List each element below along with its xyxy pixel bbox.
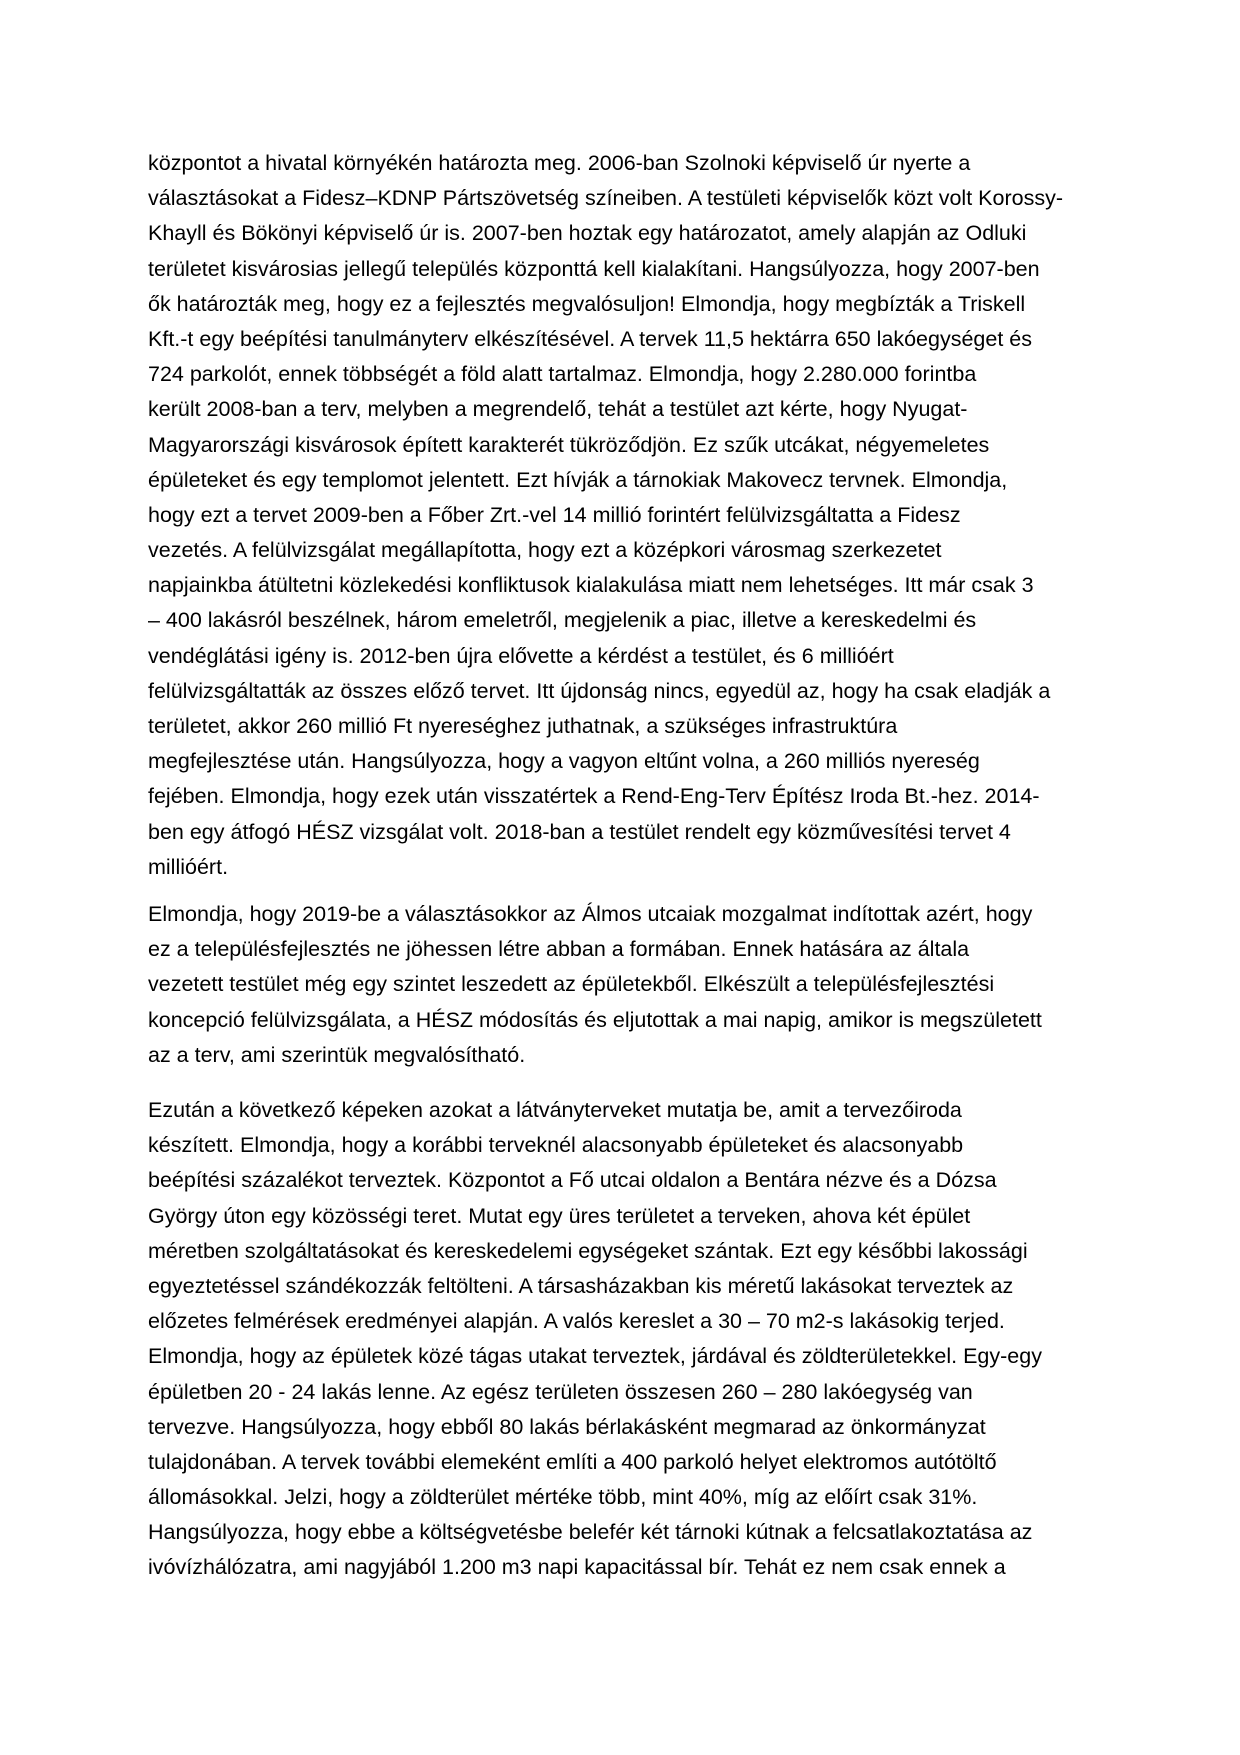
text-line: épületeket és egy templomot jelentett. Ezt hívják a tárnokiak Makovecz tervnek. Elmondja, — [148, 467, 1008, 492]
text-line: koncepció felülvizsgálata, a HÉSZ módosítás és eljutottak a mai napig, amikor is megszületett — [148, 1007, 1042, 1032]
text-line: – 400 lakásról beszélnek, három emeletről, megjelenik a piac, illetve a kereskedelmi és — [148, 608, 977, 633]
text-line: ez a településfejlesztés ne jöhessen létre abban a formában. Ennek hatására az általa — [148, 937, 970, 962]
text-line: Elmondja, hogy az épületek közé tágas utakat terveztek, járdával és zöldterületekkel. Egy-egy — [148, 1344, 1042, 1369]
text-line: ivóvízhálózatra, ami nagyjából 1.200 m3 napi kapacitással bír. Tehát ez nem csak ennek a — [148, 1555, 1006, 1580]
text-line: tervezve. Hangsúlyozza, hogy ebből 80 lakás bérlakásként megmarad az önkormányzat — [148, 1414, 986, 1439]
text-line: az a terv, ami szerintük megvalósítható. — [148, 1042, 526, 1067]
text-line: vezetés. A felülvizsgálat megállapította, hogy ezt a középkori városmag szerkezetet — [148, 538, 942, 563]
text-line: Hangsúlyozza, hogy ebbe a költségvetésbe belefér két tárnoki kútnak a felcsatlakoztatása az — [148, 1520, 1033, 1545]
paragraph-3 — [148, 1093, 1093, 1586]
text-line: Elmondja, hogy 2019-be a választásokkor az Álmos utcaiak mozgalmat indítottak azért, hogy — [148, 902, 1033, 926]
text-line: épületben 20 - 24 lakás lenne. Az egész területen összesen 260 – 280 lakóegység van — [148, 1379, 973, 1404]
text-line: állomásokkal. Jelzi, hogy a zöldterület mértéke több, mint 40%, míg az előírt csak 31%. — [148, 1485, 978, 1510]
text-line: megfejlesztése után. Hangsúlyozza, hogy a vagyon eltűnt volna, a 260 milliós nyereség — [148, 749, 980, 774]
text-line: felülvizsgáltatták az összes előző tervet. Itt újdonság nincs, egyedül az, hogy ha csak eladják a — [148, 678, 1051, 703]
text-line: választásokat a Fidesz–KDNP Pártszövetség színeiben. A testületi képviselők közt volt Korossy- — [148, 186, 1063, 211]
text-line: hogy ezt a tervet 2009-ben a Főber Zrt.-vel 14 millió forintért felülvizsgáltatta a Fidesz — [148, 502, 961, 527]
text-line: millióért. — [148, 854, 229, 879]
paragraph-2 — [148, 897, 1093, 1073]
text-line: területet kisvárosias jellegű település központtá kell kialakítani. Hangsúlyozza, hogy 2007-ben — [148, 256, 1040, 281]
text-line: fejében. Elmondja, hogy ezek után visszatértek a Rend-Eng-Terv Építész Iroda Bt.-hez. 2014- — [148, 784, 1040, 809]
text-line: tulajdonában. A tervek további elemeként említi a 400 parkoló helyet elektromos autótöltő — [148, 1449, 997, 1474]
text-line: vendéglátási igény is. 2012-ben újra elővette a kérdést a testület, és 6 millióért — [148, 643, 894, 668]
text-line: vezetett testület még egy szintet leszedett az épületekből. Elkészült a településfejlesztési — [148, 972, 995, 997]
text-line: egyeztetéssel szándékozzák feltölteni. A társasházakban kis méretű lakásokat terveztek az — [148, 1273, 1014, 1298]
text-line: beépítési százalékot terveztek. Központot a Fő utcai oldalon a Bentára nézve és a Dózsa — [148, 1168, 997, 1193]
text-line: György úton egy közösségi teret. Mutat egy üres területet a terveken, ahova két épület — [148, 1203, 971, 1228]
text-line: 724 parkolót, ennek többségét a föld alatt tartalmaz. Elmondja, hogy 2.280.000 forintba — [148, 362, 977, 387]
text-line: Khayll és Bökönyi képviselő úr is. 2007-ben hoztak egy határozatot, amely alapján az Odluki — [148, 221, 1027, 246]
text-line: ők határozták meg, hogy ez a fejlesztés megvalósuljon! Elmondja, hogy megbízták a Triskell — [148, 291, 1026, 316]
text-line: Ezután a következő képeken azokat a látványterveket mutatja be, amit a tervezőiroda — [148, 1098, 962, 1122]
text-line: készített. Elmondja, hogy a korábbi terveknél alacsonyabb épületeket és alacsonyabb — [148, 1133, 964, 1158]
text-line: Magyarországi kisvárosok épített karakterét tükröződjön. Ez szűk utcákat, négyemeletes — [148, 432, 990, 457]
text-line: ben egy átfogó HÉSZ vizsgálat volt. 2018-ban a testület rendelt egy közművesítési tervet 4 — [148, 819, 1011, 844]
text-line: méretben szolgáltatásokat és kereskedelemi egységeket szántak. Ezt egy későbbi lakossági — [148, 1238, 1028, 1263]
text-line: napjainkba átültetni közlekedési konfliktusok kialakulása miatt nem lehetséges. Itt már csak 3 — [148, 573, 1034, 598]
text-line: előzetes felmérések eredményei alapján. A valós kereslet a 30 – 70 m2-s lakásokig terjed. — [148, 1309, 1005, 1334]
text-line: központot a hivatal környékén határozta meg. 2006-ban Szolnoki képviselő úr nyerte a — [148, 151, 971, 175]
text-line: Kft.-t egy beépítési tanulmányterv elkészítésével. A tervek 11,5 hektárra 650 lakóegységet és — [148, 326, 1032, 351]
text-line: területet, akkor 260 millió Ft nyereséghez juthatnak, a szükséges infrastruktúra — [148, 714, 898, 738]
text-line: került 2008-ban a terv, melyben a megrendelő, tehát a testület azt kérte, hogy Nyugat- — [148, 397, 968, 422]
paragraph-1 — [148, 146, 1093, 885]
